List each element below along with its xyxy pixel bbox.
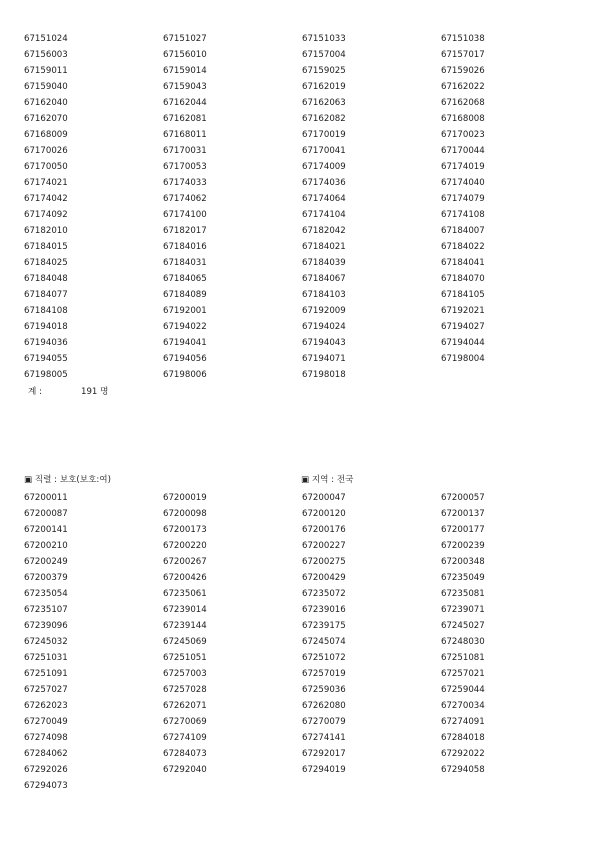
id-number-cell: 67159026 [441, 66, 485, 76]
id-number-cell: 67174108 [441, 210, 485, 220]
id-number-cell: 67159014 [163, 66, 207, 76]
number-list-top [24, 31, 580, 383]
id-number-cell: 67235081 [441, 589, 485, 599]
id-number-cell: 67170050 [24, 162, 68, 172]
id-number-cell: 67294058 [441, 765, 485, 775]
id-number-cell: 67170026 [24, 146, 68, 156]
id-number-cell: 67200220 [163, 541, 207, 551]
id-number-cell: 67174040 [441, 178, 485, 188]
id-number-cell: 67200267 [163, 557, 207, 567]
id-number-cell: 67151027 [163, 34, 207, 44]
id-number-cell: 67262023 [24, 701, 68, 711]
id-number-cell: 67174100 [163, 210, 207, 220]
id-number-cell: 67284018 [441, 733, 485, 743]
id-number-cell: 67170041 [302, 146, 346, 156]
id-number-cell: 67200120 [302, 509, 346, 519]
id-number-cell: 67270034 [441, 701, 485, 711]
id-number-cell: 67259036 [302, 685, 346, 695]
id-number-cell: 67251051 [163, 653, 207, 663]
id-number-cell: 67194056 [163, 354, 207, 364]
id-number-cell: 67294073 [24, 781, 68, 791]
id-number-cell: 67162070 [24, 114, 68, 124]
id-number-cell: 67170031 [163, 146, 207, 156]
id-number-cell: 67156010 [163, 50, 207, 60]
id-number-cell: 67192009 [302, 306, 346, 316]
id-number-cell: 67162019 [302, 82, 346, 92]
id-number-cell: 67170053 [163, 162, 207, 172]
id-number-cell: 67251072 [302, 653, 346, 663]
id-number-cell: 67174079 [441, 194, 485, 204]
category-header: ▣ 직렬 : 보호(보호:여) [24, 475, 111, 485]
id-number-cell: 67200011 [24, 493, 68, 503]
id-number-cell: 67198005 [24, 370, 68, 380]
id-number-cell: 67194024 [302, 322, 346, 332]
id-number-cell: 67174009 [302, 162, 346, 172]
id-number-cell: 67194043 [302, 338, 346, 348]
id-number-cell: 67174104 [302, 210, 346, 220]
id-number-cell: 67174062 [163, 194, 207, 204]
id-number-cell: 67192021 [441, 306, 485, 316]
id-number-cell: 67184025 [24, 258, 68, 268]
id-number-cell: 67200177 [441, 525, 485, 535]
id-number-cell: 67159043 [163, 82, 207, 92]
id-number-cell: 67257021 [441, 669, 485, 679]
id-number-cell: 67162022 [441, 82, 485, 92]
id-number-cell: 67184007 [441, 226, 485, 236]
id-number-cell: 67184108 [24, 306, 68, 316]
id-number-cell: 67182042 [302, 226, 346, 236]
id-number-cell: 67270079 [302, 717, 346, 727]
id-number-cell: 67239096 [24, 621, 68, 631]
id-number-cell: 67235072 [302, 589, 346, 599]
id-number-cell: 67248030 [441, 637, 485, 647]
id-number-cell: 67274098 [24, 733, 68, 743]
id-number-cell: 67200249 [24, 557, 68, 567]
id-number-cell: 67168009 [24, 130, 68, 140]
id-number-cell: 67184022 [441, 242, 485, 252]
id-number-cell: 67184048 [24, 274, 68, 284]
id-number-cell: 67184021 [302, 242, 346, 252]
id-number-cell: 67292017 [302, 749, 346, 759]
total-line [28, 384, 109, 400]
id-number-cell: 67200087 [24, 509, 68, 519]
id-number-cell: 67251031 [24, 653, 68, 663]
id-number-cell: 67245027 [441, 621, 485, 631]
id-number-cell: 67200137 [441, 509, 485, 519]
id-number-cell: 67239071 [441, 605, 485, 615]
id-number-cell: 67194027 [441, 322, 485, 332]
id-number-cell: 67259044 [441, 685, 485, 695]
id-number-cell: 67239016 [302, 605, 346, 615]
id-number-cell: 67174019 [441, 162, 485, 172]
id-number-cell: 67245074 [302, 637, 346, 647]
id-number-cell: 67262071 [163, 701, 207, 711]
id-number-cell: 67200379 [24, 573, 68, 583]
id-number-cell: 67200275 [302, 557, 346, 567]
id-number-cell: 67184041 [441, 258, 485, 268]
id-number-cell: 67257028 [163, 685, 207, 695]
id-number-cell: 67200210 [24, 541, 68, 551]
id-number-cell: 67270069 [163, 717, 207, 727]
id-number-cell: 67200429 [302, 573, 346, 583]
id-number-cell: 67184105 [441, 290, 485, 300]
id-number-cell: 67157017 [441, 50, 485, 60]
id-number-cell: 67200098 [163, 509, 207, 519]
region-header: ▣ 지역 : 전국 [301, 475, 354, 485]
id-number-cell: 67184016 [163, 242, 207, 252]
id-number-cell: 67235107 [24, 605, 68, 615]
id-number-cell: 67200348 [441, 557, 485, 567]
id-number-cell: 67257003 [163, 669, 207, 679]
id-number-cell: 67194036 [24, 338, 68, 348]
id-number-cell: 67170044 [441, 146, 485, 156]
id-number-cell: 67245032 [24, 637, 68, 647]
id-number-cell: 67184089 [163, 290, 207, 300]
id-number-cell: 67184031 [163, 258, 207, 268]
id-number-cell: 67192001 [163, 306, 207, 316]
id-number-cell: 67270049 [24, 717, 68, 727]
id-number-cell: 67239175 [302, 621, 346, 631]
id-number-cell: 67168008 [441, 114, 485, 124]
id-number-cell: 67245069 [163, 637, 207, 647]
id-number-cell: 67157004 [302, 50, 346, 60]
id-number-cell: 67235061 [163, 589, 207, 599]
id-number-cell: 67194041 [163, 338, 207, 348]
id-number-cell: 67292040 [163, 765, 207, 775]
id-number-cell: 67200047 [302, 493, 346, 503]
id-number-cell: 67162040 [24, 98, 68, 108]
id-number-cell: 67184067 [302, 274, 346, 284]
id-number-cell: 67174042 [24, 194, 68, 204]
id-number-cell: 67182010 [24, 226, 68, 236]
id-number-cell: 67174036 [302, 178, 346, 188]
id-number-cell: 67151033 [302, 34, 346, 44]
id-number-cell: 67239014 [163, 605, 207, 615]
id-number-cell: 67194055 [24, 354, 68, 364]
id-number-cell: 67257019 [302, 669, 346, 679]
id-number-cell: 67162063 [302, 98, 346, 108]
id-number-cell: 67151024 [24, 34, 68, 44]
id-number-cell: 67292022 [441, 749, 485, 759]
id-number-cell: 67239144 [163, 621, 207, 631]
id-number-cell: 67184077 [24, 290, 68, 300]
id-number-cell: 67257027 [24, 685, 68, 695]
id-number-cell: 67200141 [24, 525, 68, 535]
id-number-cell: 67200176 [302, 525, 346, 535]
total-label: 계 : [28, 387, 42, 397]
id-number-cell: 67151038 [441, 34, 485, 44]
id-number-cell: 67184015 [24, 242, 68, 252]
id-number-cell: 67170023 [441, 130, 485, 140]
id-number-cell: 67184070 [441, 274, 485, 284]
id-number-cell: 67174064 [302, 194, 346, 204]
total-count: 191 명 [81, 387, 109, 397]
id-number-cell: 67162068 [441, 98, 485, 108]
id-number-cell: 67159011 [24, 66, 68, 76]
id-number-cell: 67159040 [24, 82, 68, 92]
id-number-cell: 67294019 [302, 765, 346, 775]
id-number-cell: 67184039 [302, 258, 346, 268]
id-number-cell: 67194022 [163, 322, 207, 332]
id-number-cell: 67251081 [441, 653, 485, 663]
id-number-cell: 67184103 [302, 290, 346, 300]
id-number-cell: 67198006 [163, 370, 207, 380]
id-number-cell: 67292026 [24, 765, 68, 775]
id-number-cell: 67162082 [302, 114, 346, 124]
id-number-cell: 67200426 [163, 573, 207, 583]
id-number-cell: 67200019 [163, 493, 207, 503]
id-number-cell: 67194071 [302, 354, 346, 364]
id-number-cell: 67284062 [24, 749, 68, 759]
id-number-cell: 67174033 [163, 178, 207, 188]
id-number-cell: 67235049 [441, 573, 485, 583]
id-number-cell: 67162044 [163, 98, 207, 108]
id-number-cell: 67174021 [24, 178, 68, 188]
id-number-cell: 67200057 [441, 493, 485, 503]
id-number-cell: 67235054 [24, 589, 68, 599]
id-number-cell: 67274141 [302, 733, 346, 743]
id-number-cell: 67194018 [24, 322, 68, 332]
id-number-cell: 67168011 [163, 130, 207, 140]
id-number-cell: 67182017 [163, 226, 207, 236]
id-number-cell: 67262080 [302, 701, 346, 711]
id-number-cell: 67184065 [163, 274, 207, 284]
id-number-cell: 67200227 [302, 541, 346, 551]
id-number-cell: 67251091 [24, 669, 68, 679]
id-number-cell: 67198004 [441, 354, 485, 364]
id-number-cell: 67200173 [163, 525, 207, 535]
id-number-cell: 67159025 [302, 66, 346, 76]
id-number-cell: 67162081 [163, 114, 207, 124]
id-number-cell: 67200239 [441, 541, 485, 551]
id-number-cell: 67198018 [302, 370, 346, 380]
id-number-cell: 67274091 [441, 717, 485, 727]
id-number-cell: 67174092 [24, 210, 68, 220]
id-number-cell: 67156003 [24, 50, 68, 60]
id-number-cell: 67194044 [441, 338, 485, 348]
number-list-bottom [24, 490, 580, 794]
id-number-cell: 67284073 [163, 749, 207, 759]
id-number-cell: 67170019 [302, 130, 346, 140]
id-number-cell: 67274109 [163, 733, 207, 743]
